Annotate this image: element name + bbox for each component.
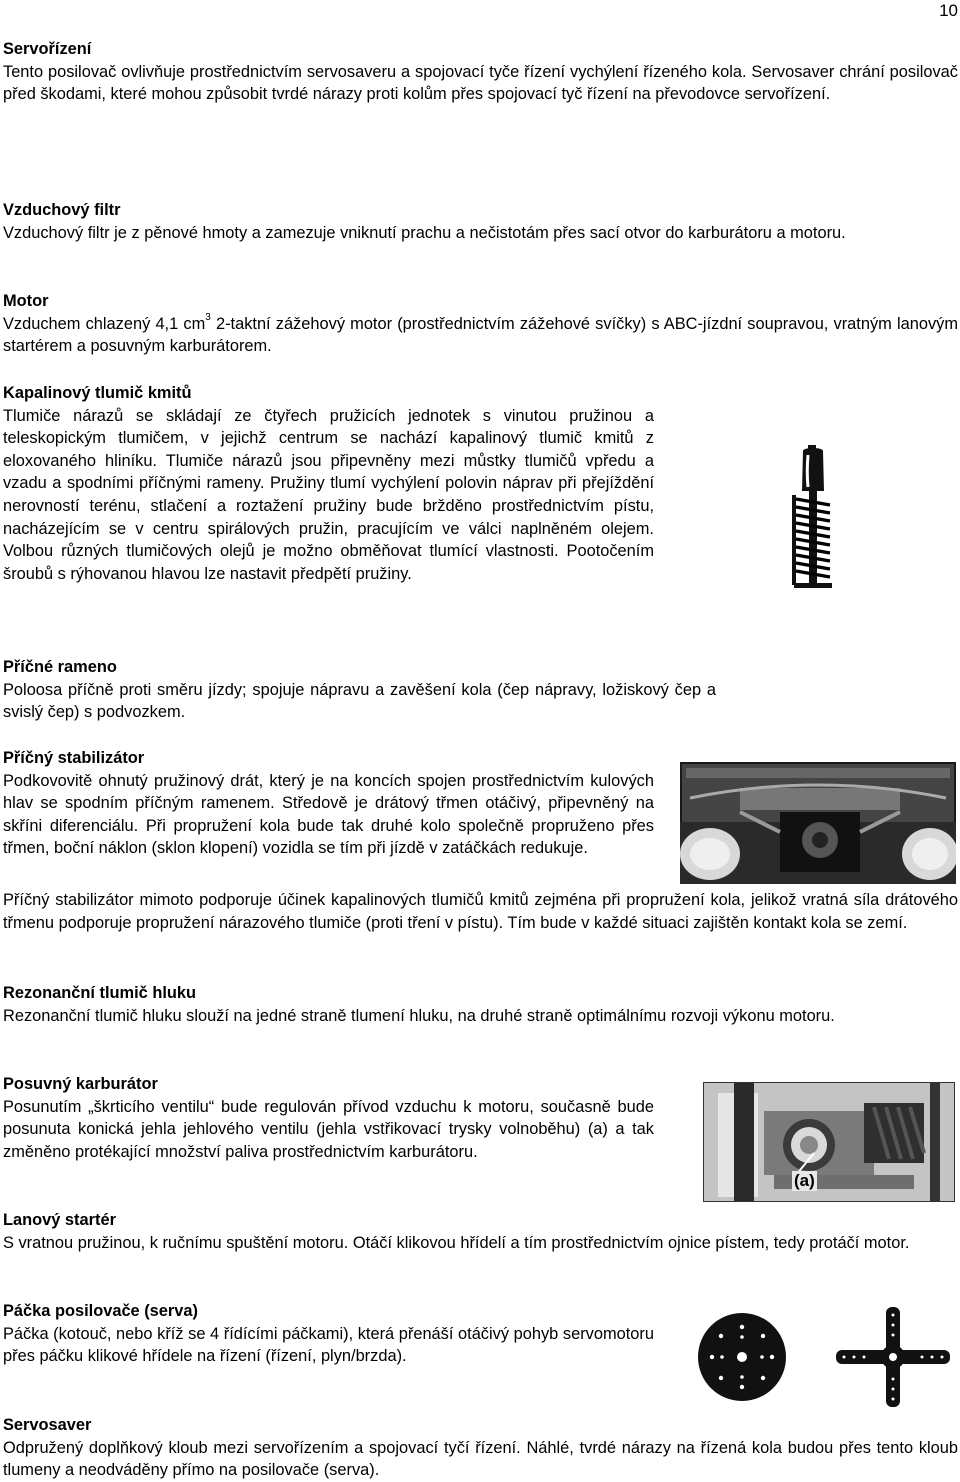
section-title: Motor: [3, 292, 49, 310]
section-arm: [3, 656, 716, 724]
section-title: Rezonanční tlumič hluku: [3, 984, 197, 1002]
section-text: [3, 313, 958, 358]
motor-text-after: 2-taktní zážehový motor (prostřednictvím zážehové svíčky) s ABC-jízdní soupravou, vratným lanovým startérem a posuvným karburátorem.: [3, 314, 958, 356]
section-motor: [3, 290, 958, 358]
section-text: Odpružený doplňkový kloub mezi servořízením a spojovací tyčí řízení. Náhlé, tvrdé nárazy na řízená kola budou přes tento kloub tlumeny a neodváděny přímo na posilovače (serva).: [3, 1438, 958, 1480]
carburetor-photo: [703, 1082, 955, 1202]
section-title: Příčné rameno: [3, 658, 117, 676]
section-text: Vzduchový filtr je z pěnové hmoty a zamezuje vniknutí prachu a nečistotám přes sací otvor do karburátoru a motoru.: [3, 223, 846, 242]
section-title: Servořízení: [3, 40, 92, 58]
section-title: Vzduchový filtr: [3, 201, 121, 219]
page-number: 10: [939, 1, 958, 20]
section-text: Tento posilovač ovlivňuje prostřednictvím servosaveru a spojovací tyče řízení vychýlení řízeného kola. Servosaver chrání posilovač před škodami, které mohou způsobit tvrdé nárazy proti kolům přes spojovací tyč řízení na převodovce servořízení.: [3, 62, 958, 104]
section-title: Příčný stabilizátor: [3, 749, 145, 767]
section-title: Páčka posilovače (serva): [3, 1302, 198, 1320]
section-stabilizer-continued: [3, 889, 958, 934]
section-carburetor: [3, 1073, 654, 1163]
section-text: Příčný stabilizátor mimoto podporuje účinek kapalinových tlumičů kmitů zejména při propružení kola, jelikož vratná síla drátového třmenu podporuje propružení nárazového tlumiče (proti tření v pístu). Tím bude v každé situaci zajištěn kontakt kola se zemí.: [3, 891, 958, 932]
section-stabilizer: [3, 747, 654, 860]
figure-label-a: (a): [794, 1171, 815, 1190]
section-text: Páčka (kotouč, nebo kříž se 4 řídícími páčkami), která přenáší otáčivý pohyb servomotoru přes páčku klikové hřídele na řízení (řízení, plyn/brzda).: [3, 1324, 654, 1366]
section-title: Servosaver: [3, 1416, 92, 1434]
servo-horn-image: [688, 1307, 958, 1407]
shock-absorber-image: [788, 443, 838, 595]
section-title: Kapalinový tlumič kmitů: [3, 384, 192, 402]
section-text: Podkovovitě ohnutý pružinový drát, který je na koncích spojen prostřednictvím kulových hlav se spodním příčným ramenem. Středově je drátový třmen otáčivý, připevněný na skříni diferenciálu. Při propružení kola bude tak druhé kolo společně propruženo přes třmen, boční náklon (sklon klopení) vozidla se tím při jízdě v zatáčkách redukuje.: [3, 771, 654, 858]
motor-text-before: Vzduchem chlazený 4,1 cm: [3, 314, 206, 333]
section-title: Posuvný karburátor: [3, 1075, 158, 1093]
section-text: Tlumiče nárazů se skládají ze čtyřech pružicích jednotek s vinutou pružinou a teleskopickým tlumičem, v jejichž centrum se nachází kapalinový tlumič kmitů z eloxovaného hliníku. Tlumiče nárazů jsou připevněny mezi můstky tlumičů vpředu a vzadu a spodními příčnými rameny. Pružiny tlumí vychýlení polovin náprav při přejíždění nerovností terénu, stlačení a roztažení pružiny bude bržděno prostřednictvím pístu, nacházejícím se v centru spirálových pružin, pracujícím ve válci naplněném olejem. Volbou různých tlumičových olejů je možno obměňovat tlumící vlastnosti. Pootočením šroubů s rýhovanou hlavou lze nastavit předpětí pružiny.: [3, 406, 654, 583]
superscript: 3: [205, 311, 211, 323]
section-servosaver: [3, 1414, 958, 1482]
section-muffler: [3, 982, 958, 1027]
section-damper: [3, 382, 654, 585]
section-air-filter: [3, 199, 958, 244]
section-text: Rezonanční tlumič hluku slouží na jedné straně tlumení hluku, na druhé straně optimálnímu rozvoji výkonu motoru.: [3, 1006, 835, 1025]
section-text: Poloosa příčně proti směru jízdy; spojuje nápravu a zavěšení kola (čep nápravy, ložiskový čep a svislý čep) s podvozkem.: [3, 680, 716, 722]
section-title: Lanový startér: [3, 1211, 116, 1229]
section-text: Posunutím „škrticího ventilu“ bude regulován přívod vzduchu k motoru, současně bude posunuta konická jehla jehlového ventilu (jehla vstřikovací trysky volnoběhu) (a) a tak změněno protékající množství paliva prostřednictvím karburátoru.: [3, 1097, 654, 1161]
stabilizer-photo: [680, 762, 956, 884]
section-starter: [3, 1209, 958, 1254]
section-text: S vratnou pružinou, k ručnímu spuštění motoru. Otáčí klikovou hřídelí a tím prostřednictvím ojnice pístem, tedy protáčí motor.: [3, 1233, 910, 1252]
section-servo: [3, 38, 958, 106]
section-servo-horn: [3, 1300, 654, 1368]
